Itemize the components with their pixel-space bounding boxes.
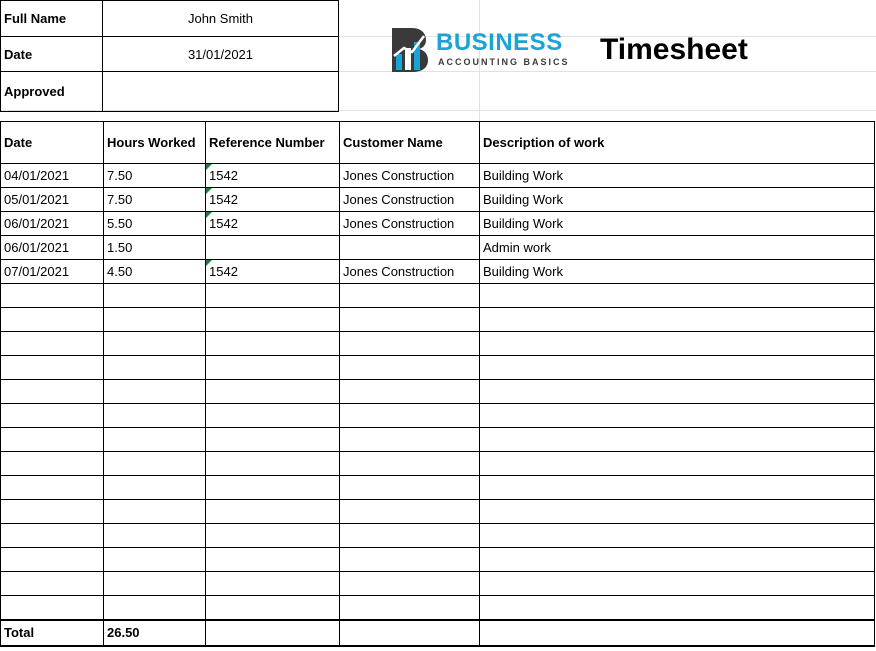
table-cell[interactable] [1,452,104,476]
table-cell[interactable] [1,308,104,332]
date-cell[interactable] [1,260,104,284]
table-cell[interactable] [1,476,104,500]
table-cell[interactable] [1,428,104,452]
table-cell[interactable] [104,548,206,572]
table-cell[interactable] [340,308,480,332]
table-cell[interactable] [1,500,104,524]
date-row [1,37,339,72]
logo-word: BUSINESS [436,29,563,56]
table-cell[interactable] [340,404,480,428]
total-row [1,620,875,646]
reference-cell[interactable] [206,212,340,236]
table-cell[interactable] [206,332,340,356]
table-cell[interactable] [104,356,206,380]
table-cell[interactable] [340,476,480,500]
customer-cell[interactable] [340,212,480,236]
table-cell[interactable] [206,380,340,404]
table-cell[interactable] [1,524,104,548]
date-cell[interactable] [1,188,104,212]
cell-text: 1542 [209,192,238,207]
cell-text: 06/01/2021 [4,216,70,231]
table-cell[interactable] [1,356,104,380]
table-cell[interactable] [480,476,875,500]
col-customer-header: Customer Name [340,122,480,164]
table-cell[interactable] [1,596,104,620]
cell-text: 5.50 [107,216,133,231]
table-cell[interactable] [104,476,206,500]
table-cell[interactable] [340,428,480,452]
table-cell[interactable] [104,308,206,332]
cell-text: Building Work [483,216,563,231]
table-cell[interactable] [340,620,480,646]
cell-text: Jones Construction [343,216,455,231]
table-cell[interactable] [104,428,206,452]
table-cell[interactable] [340,524,480,548]
table-cell[interactable] [206,524,340,548]
cell-text: Building Work [483,168,563,183]
empty-row [1,548,875,572]
hours-cell[interactable] [104,164,206,188]
empty-row [1,404,875,428]
table-row [1,236,875,260]
table-cell[interactable] [340,452,480,476]
cell-text: 1.50 [107,240,133,255]
empty-row [1,380,875,404]
table-row [1,188,875,212]
logo-subtitle: ACCOUNTING BASICS [438,57,570,67]
reference-cell[interactable] [206,236,340,260]
date-cell[interactable] [1,164,104,188]
empty-row [1,452,875,476]
table-cell[interactable] [104,572,206,596]
description-cell[interactable] [480,188,875,212]
table-cell[interactable] [206,476,340,500]
approved-row [1,72,339,112]
page-title: Timesheet [600,33,748,66]
description-cell[interactable] [480,164,875,188]
customer-cell[interactable] [340,236,480,260]
date-value[interactable]: 31/01/2021 [103,37,339,72]
date-cell[interactable] [1,236,104,260]
table-cell[interactable] [340,332,480,356]
table-cell[interactable] [480,380,875,404]
table-cell[interactable] [104,380,206,404]
reference-cell[interactable] [206,260,340,284]
hours-cell[interactable] [104,236,206,260]
table-cell[interactable] [206,308,340,332]
company-logo [388,26,578,76]
cell-text: Admin work [483,240,551,255]
cell-text: 05/01/2021 [4,192,70,207]
table-cell[interactable] [480,500,875,524]
number-as-text-indicator-icon [206,164,212,170]
table-cell[interactable] [206,452,340,476]
full-name-row [1,1,339,37]
cell-text: Building Work [483,264,563,279]
cell-text: 07/01/2021 [4,264,70,279]
col-hours-header: Hours Worked [104,122,206,164]
table-body [1,164,875,646]
table-cell[interactable] [340,500,480,524]
table-cell[interactable] [480,332,875,356]
table-cell[interactable] [104,524,206,548]
empty-row [1,572,875,596]
number-as-text-indicator-icon [206,188,212,194]
cell-text: 04/01/2021 [4,168,70,183]
empty-row [1,308,875,332]
cell-text: 1542 [209,216,238,231]
table-cell[interactable] [480,284,875,308]
empty-row [1,500,875,524]
table-cell[interactable] [340,356,480,380]
table-cell[interactable] [1,332,104,356]
col-date-header: Date [1,122,104,164]
approved-label: Approved [1,72,103,112]
empty-row [1,524,875,548]
table-cell[interactable] [206,404,340,428]
empty-row [1,332,875,356]
col-description-header: Description of work [480,122,875,164]
hours-cell[interactable] [104,260,206,284]
table-cell[interactable] [480,452,875,476]
table-cell[interactable] [340,572,480,596]
total-hours[interactable]: 26.50 [104,620,206,646]
table-cell[interactable] [340,284,480,308]
table-cell[interactable] [480,548,875,572]
table-cell[interactable] [480,356,875,380]
table-cell[interactable] [480,404,875,428]
customer-cell[interactable] [340,260,480,284]
cell-text: 7.50 [107,192,133,207]
hours-cell[interactable] [104,212,206,236]
table-cell[interactable] [206,572,340,596]
cell-text: Jones Construction [343,192,455,207]
table-row [1,260,875,284]
table-cell[interactable] [104,452,206,476]
table-cell[interactable] [1,380,104,404]
table-cell[interactable] [480,572,875,596]
table-cell[interactable] [104,332,206,356]
table-cell[interactable] [1,572,104,596]
number-as-text-indicator-icon [206,212,212,218]
table-cell[interactable] [340,596,480,620]
cell-text: 4.50 [107,264,133,279]
description-cell[interactable] [480,260,875,284]
table-cell[interactable] [480,308,875,332]
table-cell[interactable] [206,356,340,380]
customer-cell[interactable] [340,164,480,188]
empty-row [1,428,875,452]
table-cell[interactable] [1,548,104,572]
approved-value[interactable] [103,72,339,112]
customer-cell[interactable] [340,188,480,212]
col-reference-header: Reference Number [206,122,340,164]
table-row [1,212,875,236]
number-as-text-indicator-icon [206,260,212,266]
info-block [0,0,339,112]
table-cell[interactable] [206,500,340,524]
cell-text: 1542 [209,168,238,183]
table-header-row [1,122,875,164]
logo-mark-icon [388,26,430,74]
table-cell[interactable] [104,596,206,620]
reference-cell[interactable] [206,164,340,188]
cell-text: 06/01/2021 [4,240,70,255]
cell-text: 7.50 [107,168,133,183]
table-cell[interactable] [206,284,340,308]
description-cell[interactable] [480,236,875,260]
date-label: Date [1,37,103,72]
table-row [1,164,875,188]
date-cell[interactable] [1,212,104,236]
table-cell[interactable] [1,284,104,308]
table-cell[interactable] [340,548,480,572]
empty-row [1,284,875,308]
table-cell[interactable] [104,404,206,428]
cell-text: 1542 [209,264,238,279]
table-cell[interactable] [480,428,875,452]
empty-row [1,356,875,380]
table-cell[interactable] [206,620,340,646]
hours-cell[interactable] [104,188,206,212]
table-cell[interactable] [480,596,875,620]
full-name-label: Full Name [1,1,103,37]
timesheet-table [0,121,875,647]
empty-row [1,596,875,620]
cell-text: Jones Construction [343,168,455,183]
description-cell[interactable] [480,212,875,236]
reference-cell[interactable] [206,188,340,212]
table-cell[interactable] [206,548,340,572]
empty-row [1,476,875,500]
table-cell[interactable] [480,620,875,646]
cell-text: Jones Construction [343,264,455,279]
full-name-value[interactable]: John Smith [103,1,339,37]
total-label: Total [1,620,104,646]
table-cell[interactable] [206,428,340,452]
table-cell[interactable] [480,524,875,548]
table-cell[interactable] [206,596,340,620]
table-cell[interactable] [1,404,104,428]
table-cell[interactable] [104,500,206,524]
table-cell[interactable] [340,380,480,404]
cell-text: Building Work [483,192,563,207]
table-cell[interactable] [104,284,206,308]
